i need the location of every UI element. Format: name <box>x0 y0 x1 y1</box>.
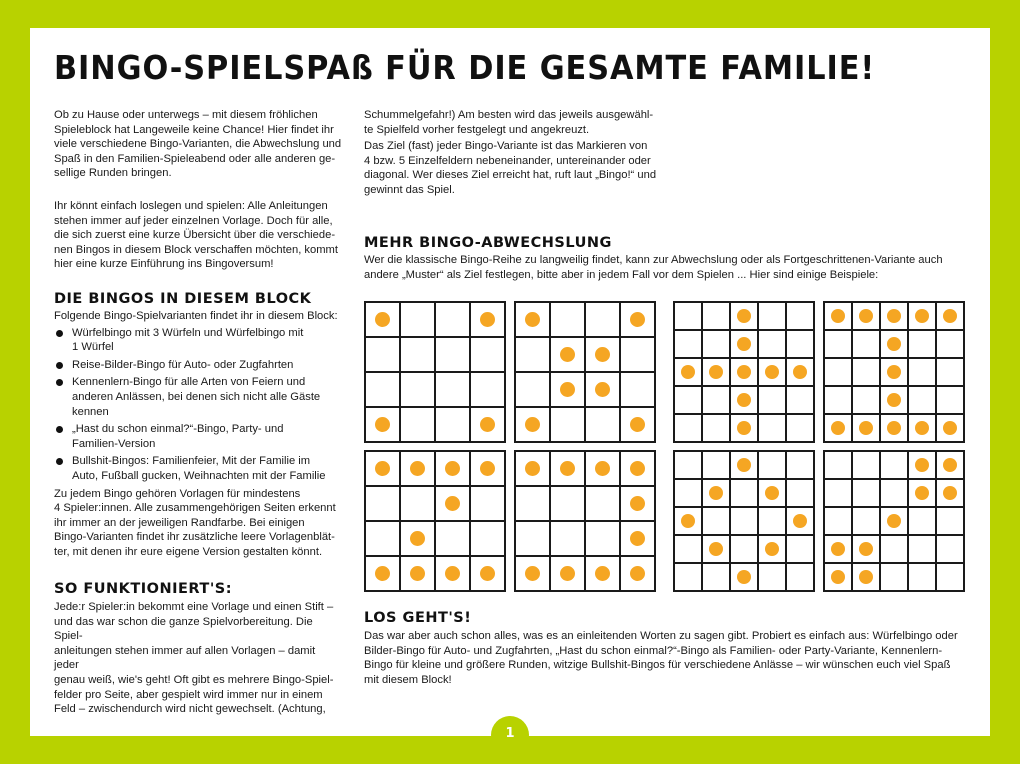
variety-section <box>364 235 964 282</box>
grid-cell <box>470 451 505 486</box>
marker-dot-icon <box>887 337 901 351</box>
grid-cell <box>585 407 620 442</box>
col2-paragraph-2: Das Ziel (fast) jeder Bingo-Variante ist das Markieren von 4 bzw. 5 Einzelfeldern nebeneinander, untereinander oder diagonal. Wer dieses Ziel erreicht hat, ruft laut „Bingo!“ und gewinnt das Spiel. <box>364 140 657 196</box>
grid-cell <box>674 358 702 386</box>
grid-cell <box>435 337 470 372</box>
grid-cell <box>515 407 550 442</box>
grid-cell <box>400 556 435 591</box>
grid-cell <box>786 386 814 414</box>
marker-dot-icon <box>375 566 390 581</box>
grid-cell <box>880 330 908 358</box>
grid-cell <box>550 407 585 442</box>
grid-cell <box>758 330 786 358</box>
grid-cell <box>908 358 936 386</box>
text-line: stehen immer auf jeder einzelnen Vorlage. Doch für alle, <box>54 214 333 227</box>
bingo-example-grid <box>823 301 965 443</box>
page-title: BINGO-SPIELSPAß FÜR DIE GESAMTE FAMILIE! <box>54 48 876 87</box>
grid-cell <box>470 302 505 337</box>
grid-cell <box>585 337 620 372</box>
marker-dot-icon <box>445 461 460 476</box>
marker-dot-icon <box>681 514 695 528</box>
grid-cell <box>908 414 936 442</box>
grid-cell <box>674 414 702 442</box>
grid-cell <box>852 507 880 535</box>
marker-dot-icon <box>943 486 957 500</box>
grid-cell <box>758 507 786 535</box>
bullet-icon <box>56 426 63 433</box>
marker-dot-icon <box>831 542 845 556</box>
marker-dot-icon <box>445 566 460 581</box>
grid-cell <box>786 302 814 330</box>
variety-heading: MEHR BINGO-ABWECHSLUNG <box>364 235 612 251</box>
grid-cell <box>620 486 655 521</box>
marker-dot-icon <box>525 312 540 327</box>
grid-cell <box>400 521 435 556</box>
grid-cell <box>852 386 880 414</box>
text-line: nen Bingos in diesem Block verschaffen möchten, kommt <box>54 243 338 256</box>
marker-dot-icon <box>375 312 390 327</box>
grid-cell <box>674 507 702 535</box>
bingos-after-text: Zu jedem Bingo gehören Vorlagen für mindestens 4 Spieler:innen. Alle zusammengehörigen Seiten erkennt ihr immer an der jeweiligen Randfarbe. Bei einigen Bingo-Varianten findet ihr zusätzliche leere Vorlagenblät- ter, mit denen ihr eure eigene Version gestalten könnt. <box>54 487 336 558</box>
marker-dot-icon <box>595 566 610 581</box>
grid-cell <box>470 556 505 591</box>
grid-cell <box>880 386 908 414</box>
marker-dot-icon <box>765 365 779 379</box>
grid-cell <box>908 479 936 507</box>
grid-cell <box>880 563 908 591</box>
grid-cell <box>936 414 964 442</box>
howto-section <box>54 581 342 717</box>
marker-dot-icon <box>630 312 645 327</box>
grid-cell <box>852 330 880 358</box>
marker-dot-icon <box>831 570 845 584</box>
grid-cell <box>702 386 730 414</box>
marker-dot-icon <box>915 486 929 500</box>
bullet-icon <box>56 362 63 369</box>
grid-cell <box>908 330 936 358</box>
grid-cell <box>470 521 505 556</box>
bingo-example-grid <box>514 450 656 592</box>
grid-cell <box>852 451 880 479</box>
marker-dot-icon <box>915 421 929 435</box>
grid-cell <box>908 302 936 330</box>
grid-cell <box>674 330 702 358</box>
grid-cell <box>620 556 655 591</box>
list-item: Bullshit-Bingos: Familienfeier, Mit der Familie im Auto, Fußball gucken, Weihnachten mit der Familie <box>54 454 342 483</box>
marker-dot-icon <box>859 570 873 584</box>
grid-cell <box>585 372 620 407</box>
grid-cell <box>435 556 470 591</box>
grid-cell <box>435 372 470 407</box>
text-line: sellige Runden bringen. <box>54 167 172 180</box>
marker-dot-icon <box>737 365 751 379</box>
grid-cell <box>550 337 585 372</box>
grid-cell <box>824 302 852 330</box>
grid-cell <box>936 386 964 414</box>
marker-dot-icon <box>630 566 645 581</box>
grid-cell <box>702 330 730 358</box>
marker-dot-icon <box>375 461 390 476</box>
list-item: Kennenlern-Bingo für alle Arten von Feiern und anderen Anlässen, bei denen sich nicht alle Gäste kennen <box>54 375 342 419</box>
grid-cell <box>435 521 470 556</box>
grid-cell <box>936 563 964 591</box>
grid-cell <box>702 358 730 386</box>
grid-cell <box>824 414 852 442</box>
grid-cell <box>786 479 814 507</box>
marker-dot-icon <box>560 347 575 362</box>
marker-dot-icon <box>681 365 695 379</box>
grid-cell <box>674 563 702 591</box>
grid-cell <box>908 386 936 414</box>
text-line: die sich zuerst eine kurze Übersicht über die verschiede- <box>54 229 336 242</box>
grid-cell <box>550 302 585 337</box>
marker-dot-icon <box>737 421 751 435</box>
grid-cell <box>824 386 852 414</box>
marker-dot-icon <box>887 365 901 379</box>
grid-cell <box>702 302 730 330</box>
intro-paragraph-1 <box>54 108 342 181</box>
grid-cell <box>515 486 550 521</box>
marker-dot-icon <box>595 382 610 397</box>
grid-cell <box>435 486 470 521</box>
grid-cell <box>730 386 758 414</box>
grid-cell <box>365 372 400 407</box>
text-line: Ihr könnt einfach loslegen und spielen: Alle Anleitungen <box>54 200 328 212</box>
grid-cell <box>365 556 400 591</box>
grid-cell <box>880 535 908 563</box>
grid-cell <box>786 507 814 535</box>
grid-cell <box>852 479 880 507</box>
grid-cell <box>515 451 550 486</box>
grid-cell <box>758 358 786 386</box>
grid-cell <box>515 337 550 372</box>
grid-cell <box>936 451 964 479</box>
text-line: hier eine kurze Einführung ins Bingoversum! <box>54 258 274 271</box>
marker-dot-icon <box>630 417 645 432</box>
marker-dot-icon <box>595 461 610 476</box>
bingo-example-grid <box>364 301 506 443</box>
bingos-section <box>54 291 342 560</box>
grid-cell <box>400 302 435 337</box>
grid-cell <box>824 451 852 479</box>
bingo-example-grid <box>364 450 506 592</box>
grid-cell <box>758 563 786 591</box>
grid-cell <box>758 414 786 442</box>
list-item: Würfelbingo mit 3 Würfeln und Würfelbingo mit 1 Würfel <box>54 326 342 355</box>
marker-dot-icon <box>480 312 495 327</box>
grid-cell <box>852 358 880 386</box>
grid-cell <box>702 507 730 535</box>
grid-cell <box>515 372 550 407</box>
marker-dot-icon <box>595 347 610 362</box>
grid-cell <box>585 521 620 556</box>
grid-cell <box>824 535 852 563</box>
marker-dot-icon <box>445 496 460 511</box>
marker-dot-icon <box>943 458 957 472</box>
bingos-heading: DIE BINGOS IN DIESEM BLOCK <box>54 291 312 307</box>
marker-dot-icon <box>859 309 873 323</box>
grid-cell <box>365 486 400 521</box>
variety-text: Wer die klassische Bingo-Reihe zu langweilig findet, kann zur Abwechslung oder als Fortgeschrittenen-Variante auch andere „Muster“ als Ziel festlegen, bitte aber in jedem Fall vor dem Spielen ... Hier sind einige Beispiele: <box>364 254 943 281</box>
grid-cell <box>470 372 505 407</box>
grid-cell <box>550 556 585 591</box>
grid-cell <box>730 358 758 386</box>
grid-cell <box>365 521 400 556</box>
grid-cell <box>702 414 730 442</box>
grid-cell <box>515 556 550 591</box>
grid-cell <box>365 451 400 486</box>
marker-dot-icon <box>630 461 645 476</box>
bingo-variant-list <box>54 326 342 484</box>
bingos-lead: Folgende Bingo-Spielvarianten findet ihr in diesem Block: <box>54 310 338 322</box>
grid-cell <box>365 407 400 442</box>
howto-heading: SO FUNKTIONIERT'S: <box>54 581 233 597</box>
grid-cell <box>702 479 730 507</box>
grid-cell <box>786 535 814 563</box>
grid-cell <box>936 479 964 507</box>
grid-cell <box>550 372 585 407</box>
grid-cell <box>585 486 620 521</box>
marker-dot-icon <box>709 486 723 500</box>
marker-dot-icon <box>887 309 901 323</box>
grid-cell <box>908 507 936 535</box>
grid-cell <box>730 563 758 591</box>
grid-cell <box>470 407 505 442</box>
grid-cell <box>435 451 470 486</box>
marker-dot-icon <box>887 393 901 407</box>
grid-cell <box>515 302 550 337</box>
grid-cell <box>585 451 620 486</box>
intro-paragraph-2 <box>54 199 342 272</box>
grid-cell <box>730 330 758 358</box>
howto-text: Jede:r Spieler:in bekommt eine Vorlage und einen Stift – und das war schon die ganze Spielvorbereitung. Die Spiel- anleitungen stehen immer auf allen Vorlagen – damit jeder genau weiß, wie's geht! Oft gibt es mehrere Bingo-Spiel- felder pro Seite, aber gespielt wird immer nur in einem Feld – zwischendurch wird nicht gewechselt. (Achtung, <box>54 601 334 716</box>
marker-dot-icon <box>859 542 873 556</box>
marker-dot-icon <box>525 461 540 476</box>
grid-cell <box>585 302 620 337</box>
grid-cell <box>824 563 852 591</box>
marker-dot-icon <box>915 309 929 323</box>
marker-dot-icon <box>737 458 751 472</box>
grid-cell <box>674 451 702 479</box>
marker-dot-icon <box>737 309 751 323</box>
grid-cell <box>758 386 786 414</box>
grid-cell <box>585 556 620 591</box>
marker-dot-icon <box>560 566 575 581</box>
list-item: Reise-Bilder-Bingo für Auto- oder Zugfahrten <box>54 358 342 373</box>
bullet-icon <box>56 330 63 337</box>
marker-dot-icon <box>410 566 425 581</box>
go-section <box>364 610 964 687</box>
page-sheet <box>30 28 990 736</box>
bingo-example-grid <box>514 301 656 443</box>
grid-cell <box>908 535 936 563</box>
grid-cell <box>674 302 702 330</box>
go-text: Das war aber auch schon alles, was es an einleitenden Worten zu sagen gibt. Probiert es einfach aus: Würfelbingo oder Bilder-Bingo für Auto- und Zugfahrten, „Hast du schon einmal?“-Bingo als Familien- oder Party-Variante, Kennenlern- Bingo für kleine und größere Runden, witzige Bullshit-Bingos für verschiedene Anlässe – wir wünschen euch viel Spaß mit diesem Block! <box>364 630 958 686</box>
grid-cell <box>936 302 964 330</box>
grid-cell <box>880 451 908 479</box>
grid-cell <box>674 479 702 507</box>
marker-dot-icon <box>709 365 723 379</box>
grid-cell <box>400 486 435 521</box>
grid-cell <box>852 302 880 330</box>
marker-dot-icon <box>709 542 723 556</box>
marker-dot-icon <box>480 417 495 432</box>
marker-dot-icon <box>525 417 540 432</box>
text-line: Spaß in den Familien-Spieleabend oder alle anderen ge- <box>54 152 336 165</box>
marker-dot-icon <box>765 542 779 556</box>
grid-cell <box>550 486 585 521</box>
grid-cell <box>758 535 786 563</box>
grid-cell <box>852 563 880 591</box>
grid-cell <box>880 358 908 386</box>
grid-cell <box>730 507 758 535</box>
marker-dot-icon <box>943 421 957 435</box>
grid-cell <box>824 479 852 507</box>
grid-cell <box>435 302 470 337</box>
marker-dot-icon <box>560 461 575 476</box>
grid-cell <box>936 507 964 535</box>
grid-cell <box>400 372 435 407</box>
marker-dot-icon <box>630 531 645 546</box>
grid-cell <box>758 479 786 507</box>
grid-cell <box>674 386 702 414</box>
grid-cell <box>470 486 505 521</box>
marker-dot-icon <box>915 458 929 472</box>
marker-dot-icon <box>887 421 901 435</box>
marker-dot-icon <box>375 417 390 432</box>
grid-cell <box>435 407 470 442</box>
bingo-example-grid <box>673 450 815 592</box>
text-line: viele verschiedene Bingo-Varianten, die Abwechslung und <box>54 138 342 151</box>
marker-dot-icon <box>560 382 575 397</box>
grid-cell <box>550 521 585 556</box>
grid-cell <box>880 479 908 507</box>
grid-cell <box>786 330 814 358</box>
bingo-example-grid <box>673 301 815 443</box>
grid-cell <box>880 302 908 330</box>
grid-cell <box>400 337 435 372</box>
marker-dot-icon <box>765 486 779 500</box>
grid-cell <box>824 507 852 535</box>
text-line: Ob zu Hause oder unterwegs – mit diesem fröhlichen <box>54 109 318 121</box>
grid-cell <box>730 302 758 330</box>
marker-dot-icon <box>859 421 873 435</box>
grid-cell <box>702 451 730 479</box>
col2-paragraph-1: Schummelgefahr!) Am besten wird das jeweils ausgewähl- te Spielfeld vorher festgelegt und angekreuzt. <box>364 109 654 136</box>
bingo-example-grid <box>823 450 965 592</box>
bullet-icon <box>56 379 63 386</box>
grid-cell <box>702 563 730 591</box>
grid-cell <box>852 535 880 563</box>
grid-cell <box>365 337 400 372</box>
grid-cell <box>786 563 814 591</box>
grid-cell <box>470 337 505 372</box>
grid-cell <box>365 302 400 337</box>
grid-cell <box>824 358 852 386</box>
marker-dot-icon <box>410 461 425 476</box>
grid-cell <box>758 302 786 330</box>
marker-dot-icon <box>793 514 807 528</box>
grid-cell <box>852 414 880 442</box>
grid-cell <box>758 451 786 479</box>
grid-cell <box>786 451 814 479</box>
marker-dot-icon <box>831 309 845 323</box>
marker-dot-icon <box>793 365 807 379</box>
grid-cell <box>730 451 758 479</box>
grid-cell <box>786 358 814 386</box>
grid-cell <box>702 535 730 563</box>
grid-cell <box>880 507 908 535</box>
grid-cell <box>620 372 655 407</box>
grid-cell <box>674 535 702 563</box>
grid-cell <box>620 521 655 556</box>
grid-cell <box>786 414 814 442</box>
grid-cell <box>936 358 964 386</box>
grid-cell <box>908 563 936 591</box>
grid-cell <box>620 451 655 486</box>
grid-cell <box>936 330 964 358</box>
grid-cell <box>620 337 655 372</box>
text-line: Spieleblock hat Langeweile keine Chance! Hier findet ihr <box>54 123 334 136</box>
marker-dot-icon <box>737 337 751 351</box>
bullet-icon <box>56 458 63 465</box>
grid-cell <box>908 451 936 479</box>
list-item: „Hast du schon einmal?“-Bingo, Party- und Familien-Version <box>54 422 342 451</box>
grid-cell <box>730 535 758 563</box>
marker-dot-icon <box>737 393 751 407</box>
go-heading: LOS GEHT'S! <box>364 610 472 626</box>
marker-dot-icon <box>630 496 645 511</box>
grid-cell <box>936 535 964 563</box>
marker-dot-icon <box>887 514 901 528</box>
grid-cell <box>400 407 435 442</box>
grid-cell <box>620 302 655 337</box>
marker-dot-icon <box>525 566 540 581</box>
grid-cell <box>620 407 655 442</box>
grid-cell <box>730 414 758 442</box>
grid-cell <box>880 414 908 442</box>
grid-cell <box>730 479 758 507</box>
marker-dot-icon <box>831 421 845 435</box>
marker-dot-icon <box>410 531 425 546</box>
page-number: 1 <box>491 716 529 754</box>
grid-cell <box>824 330 852 358</box>
marker-dot-icon <box>737 570 751 584</box>
grid-cell <box>515 521 550 556</box>
marker-dot-icon <box>943 309 957 323</box>
grid-cell <box>550 451 585 486</box>
marker-dot-icon <box>480 566 495 581</box>
grid-cell <box>400 451 435 486</box>
marker-dot-icon <box>480 461 495 476</box>
